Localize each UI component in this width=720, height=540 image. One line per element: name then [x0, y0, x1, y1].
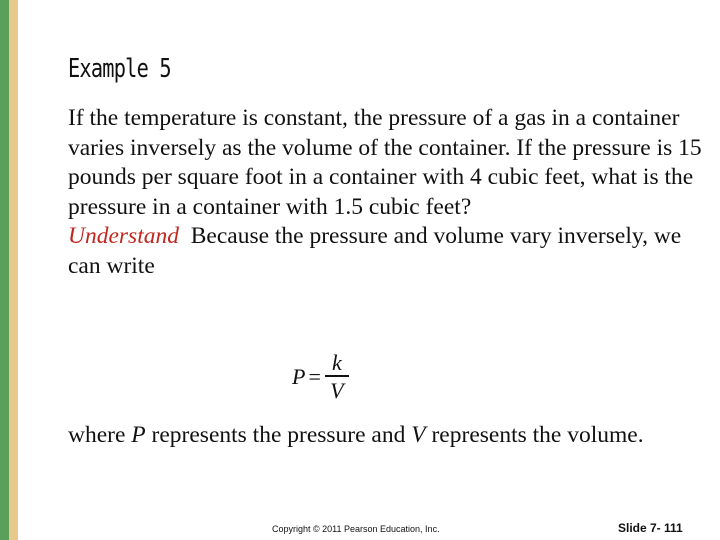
formula-equals: = [308, 364, 321, 390]
formula-lhs: P [292, 364, 306, 390]
understand-paragraph [68, 222, 708, 281]
where-var-v: V [411, 422, 426, 448]
where-part3: represents the volume. [425, 422, 644, 448]
formula-numerator: k [331, 350, 342, 375]
where-paragraph [68, 420, 708, 450]
understand-text: Because the pressure and volume vary inversely, we can write [68, 223, 682, 279]
copyright-footer: Copyright © 2011 Pearson Education, Inc. [272, 524, 440, 534]
formula-fraction [325, 352, 349, 403]
left-green-stripe [0, 0, 9, 540]
where-part2: represents the pressure and [145, 422, 412, 448]
slide-title: Example 5 [68, 54, 171, 84]
slide-number: Slide 7- 111 [618, 521, 683, 535]
left-tan-stripe [9, 0, 18, 540]
where-var-p: P [131, 422, 146, 448]
problem-text: If the temperature is constant, the pressure of a gas in a container varies inversely as the volume of the container. If the pressure is 15 pounds per square foot in a container with 4 cubic feet, what is the pressure in a container with 1.5 cubic feet? [68, 105, 702, 220]
where-text [68, 420, 708, 450]
formula-denominator: V [330, 377, 344, 403]
inverse-variation-formula [292, 352, 349, 403]
understand-label: Understand [68, 223, 179, 249]
where-part1: where [68, 422, 132, 448]
slide-body [68, 104, 708, 281]
